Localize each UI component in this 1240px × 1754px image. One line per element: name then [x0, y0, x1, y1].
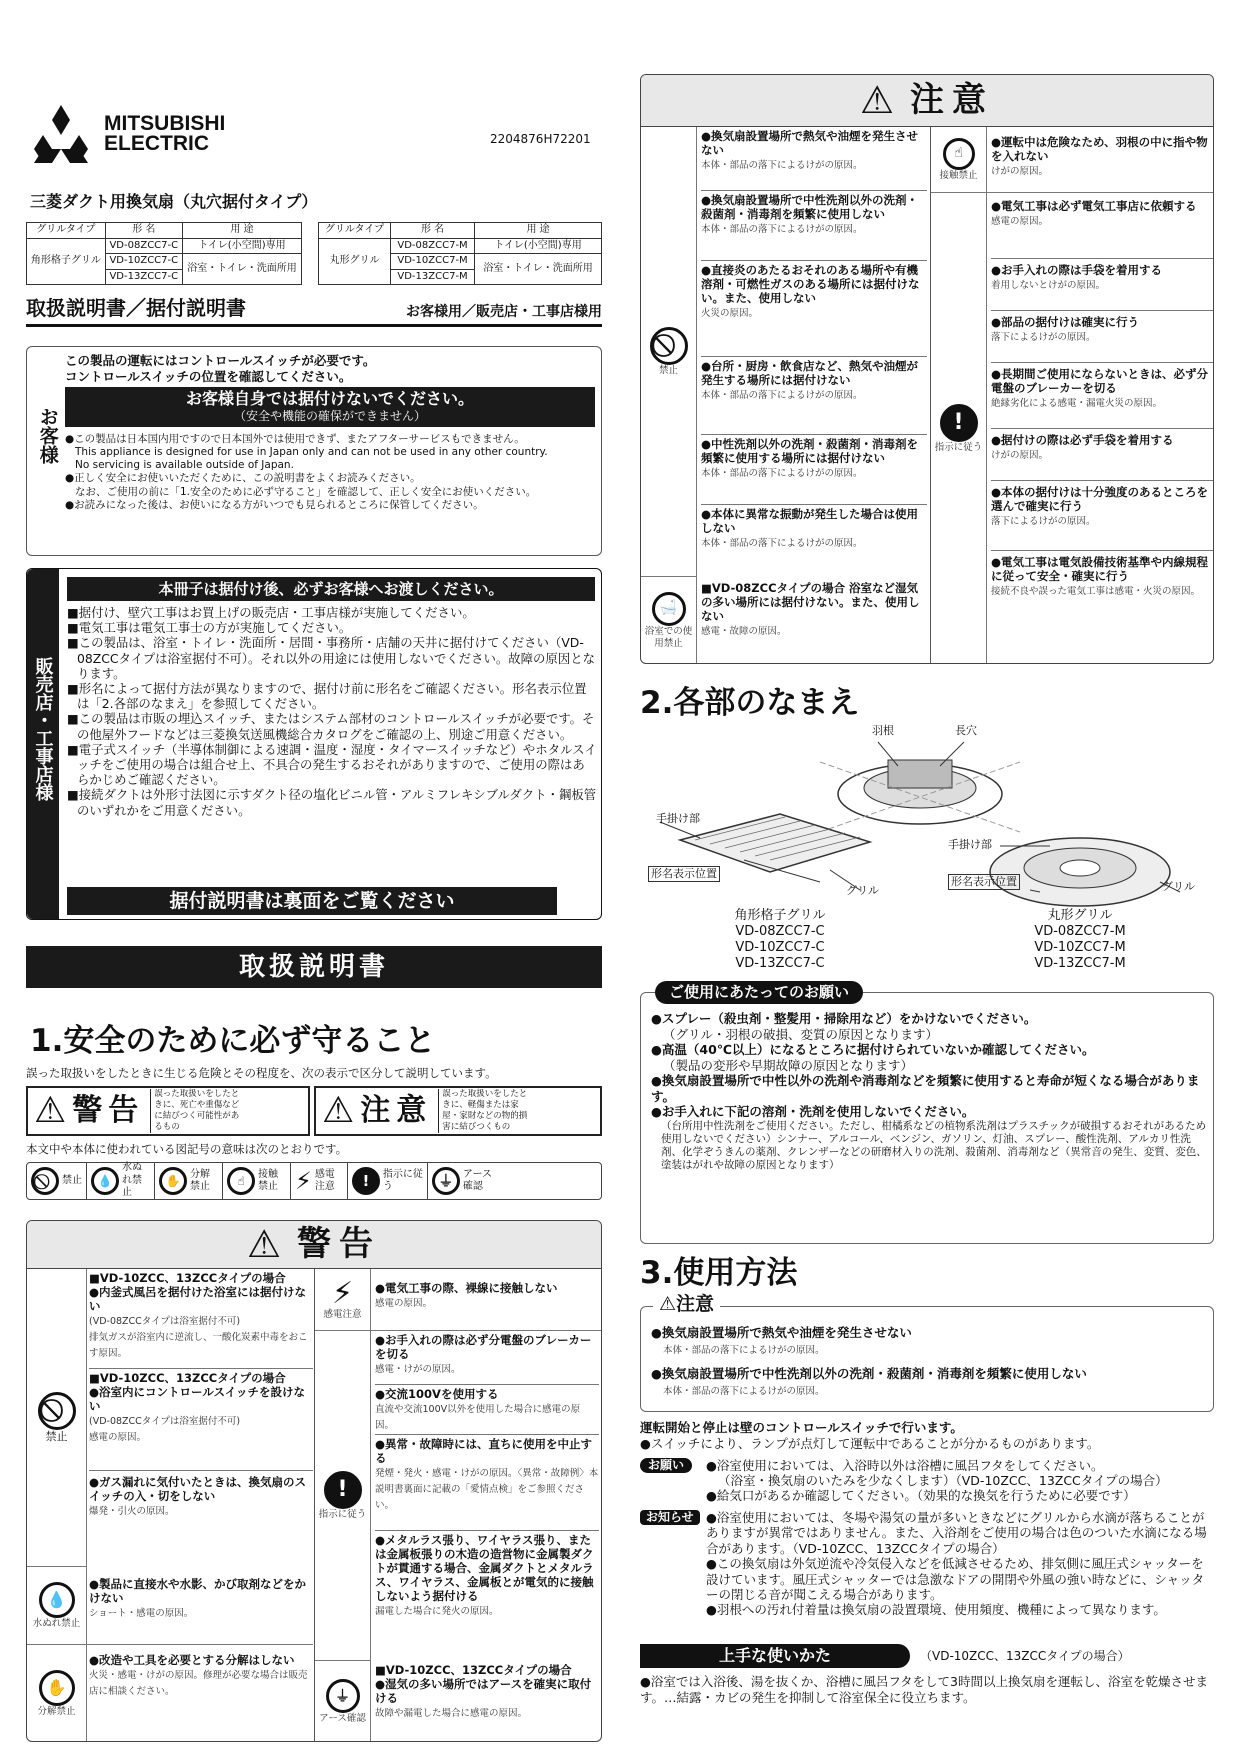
customer-side-label: お客様 — [36, 407, 59, 464]
requests-box — [640, 983, 1214, 1244]
c-item: ●直接炎のあたるおそれのある場所や有機溶剤・可燃性ガスのある場所には据付けない。また、使用しない 火災の原因。 — [701, 261, 927, 357]
dealer-bullet: ■この製品は、浴室・トイレ・洗面所・居間・事務所・店舗の天井に据付けてください（VD-08ZCCタイプは浴室据付不可）。それ以外の用途には使用しないでください。故障の原因となります。 — [67, 635, 595, 681]
request-item: ●お手入れに下記の溶剤・洗剤を使用しないでください。 （台所用中性洗剤をご使用ください。ただし、柑橘系などの植物系洗剤はプラスチックが破損するおそれがあるため使用しないでください）シンナー、アルコール、ベンジン、ガソリン、灯油、スプレー、酸性洗剤、アルカリ性洗剤、化学ぞうきんの薬剤、クレンザーなどの研磨材入りの洗剤、殺菌剤、消毒剤など（異常音の発生、変質、変色、塗装はがれや故障の原因となります） — [651, 1104, 1207, 1171]
follow-instruction-icon: ! — [352, 1167, 380, 1195]
symbol-follow: ! 指示に従う — [348, 1163, 428, 1199]
customer-line: コントロールスイッチの位置を確認してください。 — [65, 368, 352, 384]
follow-instruction-icon: ! — [324, 1471, 362, 1509]
c-item: ●部品の据付けは確実に行う 落下によるけがの原因。 — [991, 311, 1213, 363]
customer-bullet: ●お読みになった後は、お使いになる方がいつでも見られるところに保管してください。 — [65, 498, 484, 511]
brand-line2: ELECTRIC — [104, 132, 209, 155]
c-item: ●電気工事は必ず電気工事店に依頼する 感電の原因。 — [991, 195, 1213, 259]
symbol-ground: ⏚ アース確認 — [428, 1163, 503, 1199]
follow-instruction-icon: ! — [940, 404, 978, 442]
tips-header: 上手な使いかた （VD-10ZCC、13ZCCタイプの場合） — [640, 1644, 1214, 1668]
manual-header-right: お客様用／販売店・工事店様用 — [406, 303, 602, 320]
label-grill-right: グリル — [1162, 880, 1195, 893]
symbol-intro: 本文中や本体に使われている図記号の意味は次のとおりです。 — [26, 1142, 348, 1156]
warning-legend: ⚠ 警告 誤った取扱いをしたときに、死亡や重傷などに結びつく可能性があるもの — [26, 1086, 310, 1136]
no-bath-icon: 🛁 — [652, 592, 686, 626]
label-nameplate-left: 形名表示位置 — [648, 866, 720, 882]
sec3-oshirase: お知らせ ●浴室使用においては、冬場や湯気の量が多いときなどにグリルから水滴が落ちることがありますが異常ではありません。また、入浴剤をご使用の場合は色のついた水滴になる場合があります。（VD-10ZCC、13ZCCタイプの場合） ●この換気扇は外気逆流や冷気侵入などを低減させるため、排気側に風圧式シャッターを設けています。風圧式シャッターでは急激なドアの開閉や外風の強い時などに、シャッターの閉じる音が聞こえる場合があります。 ●羽根への汚れ付着量は換気扇の設置環境、使用頻度、機種によって異なります。 — [640, 1510, 1214, 1618]
w-item: ■VD-10ZCC、13ZCCタイプの場合 ●浴室内にコントロールスイッチを設けない (VD-08ZCCタイプは浴室据付不可) 感電の原因。 — [89, 1369, 313, 1471]
caution-triangle-icon: ⚠ — [322, 1090, 355, 1131]
model-table-left: グリルタイプ 形 名 用 途 角形格子グリル VD-08ZCC7-C トイレ(小空間)専用 VD-10ZCC7-C 浴室・トイレ・洗面所用 VD-13ZCC7-C — [26, 222, 302, 285]
caution-header-icon: ⚠ — [859, 77, 903, 122]
sec3-caution-box — [640, 1293, 1214, 1412]
dealer-bullet: ■電気工事は電気工事士の方が実施してください。 — [67, 620, 352, 636]
c-item: ●電気工事は電気設備技術基準や内線規程に従って安全・確実に行う 接続不良や誤った電気工事は感電・火災の原因。 — [991, 555, 1209, 597]
c-item: ●本体に異常な振動が発生した場合は使用しない 本体・部品の落下によるけがの原因。 — [701, 507, 919, 549]
w-icon-prohibit: 禁止 — [27, 1269, 87, 1567]
symbol-no-disassembly: ✋ 分解禁止 — [155, 1163, 223, 1199]
sec1-intro: 誤った取扱いをしたときに生じる危険とその程度を、次の表示で区分して説明しています。 — [26, 1066, 497, 1080]
sec3-onegai: お願い ●浴室使用においては、入浴時以外は浴槽に風呂フタをしてください。 （浴室・換気扇のいたみを少なくします）（VD-10ZCC、13ZCCタイプの場合） ●給気口があるか確認してください。（効果的な換気を行うために必要です） — [640, 1458, 1214, 1503]
dealer-bullet: ■据付け、壁穴工事はお買上げの販売店・工事店様が実施してください。 — [67, 605, 475, 620]
label-handle-right: 手掛け部 — [948, 838, 992, 851]
prohibit-icon — [31, 1167, 59, 1195]
c-icon-prohibit: 禁止 — [641, 127, 697, 577]
brand-logo — [26, 105, 225, 163]
dealer-title-bar: 本冊子は据付け後、必ずお客様へお渡しください。 — [67, 577, 595, 601]
sec3-caution-item: ●換気扇設置場所で中性洗剤以外の洗剤・殺菌剤・消毒剤を頻繁に使用しない 本体・部品の落下によるけがの原因。 — [651, 1366, 1087, 1397]
customer-warning-bar: お客様自身では据付けないでください。 （安全や機能の確保ができません） — [65, 387, 595, 427]
w-row-electric: ⚡ 感電注意 ●電気工事の際、裸線に接触しない 感電の原因。 — [315, 1269, 602, 1331]
c-item: ●換気扇設置場所で熱気や油煙を発生させない 本体・部品の落下によるけがの原因。 — [701, 129, 927, 191]
no-water-icon: 💧 — [39, 1582, 75, 1618]
parts-diagram — [640, 722, 1214, 918]
prohibit-icon — [38, 1392, 76, 1430]
w-item: ●メタルラス張り、ワイヤラス張り、または金属板張りの木造の造営物に金属製ダクトが貫通する場合、金属ダクトとメタルラス、ワイヤラス、金属板とが電気的に接触しないよう据付ける 漏電した場合に発火の原因。 — [375, 1533, 594, 1617]
warning-box — [26, 1220, 602, 1742]
dealer-bottom-bar: 据付説明書は裏面をご覧ください — [67, 887, 557, 915]
no-disassembly-icon: ✋ — [159, 1167, 187, 1195]
c-icon-follow: ! 指示に従う — [931, 193, 987, 664]
product-title: 三菱ダクト用換気扇（丸穴据付タイプ） — [30, 192, 318, 211]
request-item: ●スプレー（殺虫剤・整髪用・掃除用など）をかけないでください。 （グリル・羽根の破損、変質の原因となります） — [651, 1011, 1037, 1042]
customer-bullet: なお、ご使用の前に「1.安全のために必ず守ること」を確認して、正しく安全にお使いください。 — [75, 485, 537, 498]
warning-header-icon: ⚠ — [246, 1221, 290, 1266]
c-row-touch: ☝ 接触禁止 ●運転中は危険なため、羽根の中に指や物を入れない けがの原因。 — [931, 127, 1214, 193]
caption-round: 丸形グリル VD-08ZCC7-M VD-10ZCC7-M VD-13ZCC7-M — [1034, 908, 1126, 971]
w-item: ●交流100Vを使用する 直流や交流100V以外を使用した場合に感電の原因。 — [375, 1385, 599, 1435]
dealer-bullet: ■接続ダクトは外形寸法図に示すダクト径の塩化ビニル管・アルミフレキシブルダクト・鋼板管のいずれかをご用意ください。 — [67, 787, 597, 818]
sec2-title: 2.各部のなまえ — [640, 685, 860, 721]
customer-line: この製品の運転にはコントロールスイッチが必要です。 — [65, 353, 376, 368]
label-blade: 羽根 — [872, 724, 894, 737]
request-item: ●高温（40℃以上）になるところに据付けられていないか確認してください。 （製品の変形や早期故障の原因となります） — [651, 1042, 1095, 1073]
warning-triangle-icon: ⚠ — [34, 1090, 67, 1131]
no-water-icon: 💧 — [91, 1167, 119, 1195]
c-item: ●換気扇設置場所で中性洗剤以外の洗剤・殺菌剤・消毒剤を頻繁に使用しない 本体・部品の落下によるけがの原因。 — [701, 191, 927, 261]
w-item: ●異常・故障時には、直ちに使用を中止する 発煙・発火・感電・けがの原因。〈異常・故障例〉本説明書裏面に記載の「愛情点検」をご参照ください。 — [375, 1435, 599, 1531]
three-diamonds-icon — [26, 105, 96, 163]
symbol-prohibit: 禁止 — [27, 1163, 87, 1199]
w-row-disassembly: ✋ 分解禁止 ●改造や工具を必要とする分解はしない 火災・感電・けがの原因。修理が必要な場合は販売店に相談ください。 — [27, 1645, 313, 1742]
dealer-bullet: ■形名によって据付方法が異なりますので、据付け前に形名をご確認ください。形名表示位置は「2.各部のなまえ」を参照してください。 — [67, 681, 587, 712]
c-item: ●本体の据付けは十分強度のあるところを選んで確実に行う 落下によるけがの原因。 — [991, 481, 1213, 551]
customer-bullet: ●この製品は日本国内用ですので日本国外では使用できず、またアフターサービスもできません。 — [65, 433, 525, 445]
customer-bullet-en: This appliance is designed for use in Japan only and can not be used in any other country. — [75, 446, 548, 459]
tips-text: ●浴室では入浴後、湯を抜くか、浴槽に風呂フタをして3時間以上換気扇を運転し、浴室を乾燥させます。…結露・カビの発生を抑制して浴室保全に役立ちます。 — [640, 1674, 1208, 1705]
manual-header — [26, 296, 602, 327]
sec3-caution-item: ●換気扇設置場所で熱気や油煙を発生させない 本体・部品の落下によるけがの原因。 — [651, 1325, 912, 1356]
warning-header: ⚠ 警告 — [27, 1221, 601, 1269]
c-item: ●お手入れの際は手袋を着用する 着用しないとけがの原因。 — [991, 259, 1213, 311]
customer-bullet-en: No servicing is available outside of Japan. — [75, 459, 294, 472]
caption-square: 角形格子グリル VD-08ZCC7-C VD-10ZCC7-C VD-13ZCC7-C — [734, 908, 826, 971]
dealer-box — [26, 568, 602, 920]
sec3-caution-label: ⚠注意 — [653, 1293, 720, 1317]
no-touch-icon: ☝ — [943, 138, 975, 170]
dealer-bullet: ■電子式スイッチ（半導体制御による速調・温度・湿度・タイマースイッチなど）やホタルスイッチをご使用の場合は組合せ上、不具合の発生するおそれがありますので、ご使用の際はあらかじめご確認ください。 — [67, 741, 597, 788]
w-item: ●お手入れの際は必ず分電盤のブレーカーを切る 感電・けがの原因。 — [375, 1333, 599, 1385]
no-touch-icon: ☝ — [227, 1167, 255, 1195]
c-row-bath: 🛁 浴室での使用禁止 ■VD-08ZCCタイプの場合 浴室など湿気の多い場所には据付けない。また、使用しない 感電・故障の原因。 — [641, 577, 931, 664]
w-item: ●ガス漏れに気付いたときは、換気扇のスイッチの入・切をしない 爆発・引火の原因。 — [89, 1475, 307, 1517]
c-item: ●中性洗剤以外の洗剤・殺菌剤・消毒剤を頻繁に使用する場所には据付けない 本体・部品の落下によるけがの原因。 — [701, 435, 927, 505]
w-item: ■VD-10ZCC、13ZCCタイプの場合 ●内釜式風呂を据付けた浴室には据付けない (VD-08ZCCタイプは浴室据付不可) 排気ガスが浴室内に逆流し、一酸化炭素中毒をおこす原因。 — [89, 1271, 313, 1369]
manual-header-left: 取扱説明書／据付説明書 — [26, 296, 246, 320]
manual-bar: 取扱説明書 — [26, 946, 602, 988]
w-row-water: 💧 水ぬれ禁止 ●製品に直接水や水影、かび取剤などをかけない ショート・感電の原因。 — [27, 1567, 313, 1645]
label-handle-left: 手掛け部 — [656, 812, 700, 825]
c-item: ●台所・厨房・飲食店など、熱気や油煙が発生する場所には据付けない 本体・部品の落下によるけがの原因。 — [701, 357, 927, 435]
no-disassembly-icon: ✋ — [39, 1670, 75, 1706]
customer-bullet: ●正しく安全にお使いいただくために、この説明書をよくお読みください。 — [65, 472, 421, 485]
caution-legend: ⚠ 注意 誤った取扱いをしたときに、軽傷または家屋・家財などの物的損害に結びつくもの — [314, 1086, 602, 1136]
prohibit-icon — [650, 327, 688, 365]
ground-icon: ⏚ — [432, 1167, 460, 1195]
sec1-title: 1.安全のために必ず守ること — [30, 1023, 436, 1059]
requests-title: ご使用にあたってのお願い — [655, 981, 863, 1004]
caution-triangle-icon: ⚠ — [659, 1293, 677, 1315]
label-slot: 長穴 — [955, 724, 977, 737]
w-row-ground: ⏚ アース確認 ■VD-10ZCC、13ZCCタイプの場合 ●湿気の多い場所ではアースを確実に取付ける 故障や漏電した場合に感電の原因。 — [315, 1661, 602, 1742]
doc-number: 2204876H72201 — [490, 132, 591, 146]
model-table-right: グリルタイプ 形 名 用 途 丸形グリル VD-08ZCC7-M トイレ(小空間)専用 VD-10ZCC7-M 浴室・トイレ・洗面所用 VD-13ZCC7-M — [318, 222, 602, 285]
sec3-operation: 運転開始と停止は壁のコントロールスイッチで行います。 ●スイッチにより、ランプが点灯して運転中であることが分かるものがあります。 — [640, 1420, 1100, 1451]
label-grill-left: グリル — [846, 884, 879, 897]
symbol-row — [26, 1162, 602, 1200]
caution-header: ⚠ 注意 — [641, 75, 1213, 127]
brand-line1: MITSUBISHI — [104, 112, 226, 135]
symbol-no-touch: ☝ 接触禁止 — [223, 1163, 291, 1199]
electric-shock-icon: ⚡ — [295, 1167, 312, 1195]
electric-shock-icon: ⚡ — [331, 1276, 354, 1312]
dealer-bullet: ■この製品は市販の埋込スイッチ、またはシステム部材のコントロールスイッチが必要です。その他屋外フードなどは三菱換気送風機総合カタログをご確認の上、別途ご用意ください。 — [67, 711, 595, 742]
symbol-electric: ⚡ 感電注意 — [291, 1163, 348, 1199]
symbol-no-water: 💧 水ぬれ禁止 — [87, 1163, 155, 1199]
dealer-side-label: 販売店・工事店様 — [32, 657, 54, 801]
w-icon-follow: ! 指示に従う — [315, 1331, 371, 1661]
c-item: ●長期間ご使用にならないときは、必ず分電盤のブレーカーを切る 絶縁劣化による感電・漏電火災の原因。 — [991, 363, 1213, 429]
c-item: ●据付けの際は必ず手袋を着用する けがの原因。 — [991, 429, 1213, 481]
ground-icon: ⏚ — [326, 1679, 360, 1713]
sec3-title: 3.使用方法 — [640, 1255, 798, 1291]
caution-box — [640, 74, 1214, 664]
request-item: ●換気扇設置場所で中性以外の洗剤や消毒剤などを頻繁に使用すると寿命が短くなる場合があります。 — [651, 1073, 1200, 1104]
customer-box — [26, 346, 602, 556]
label-nameplate-right: 形名表示位置 — [948, 874, 1020, 890]
